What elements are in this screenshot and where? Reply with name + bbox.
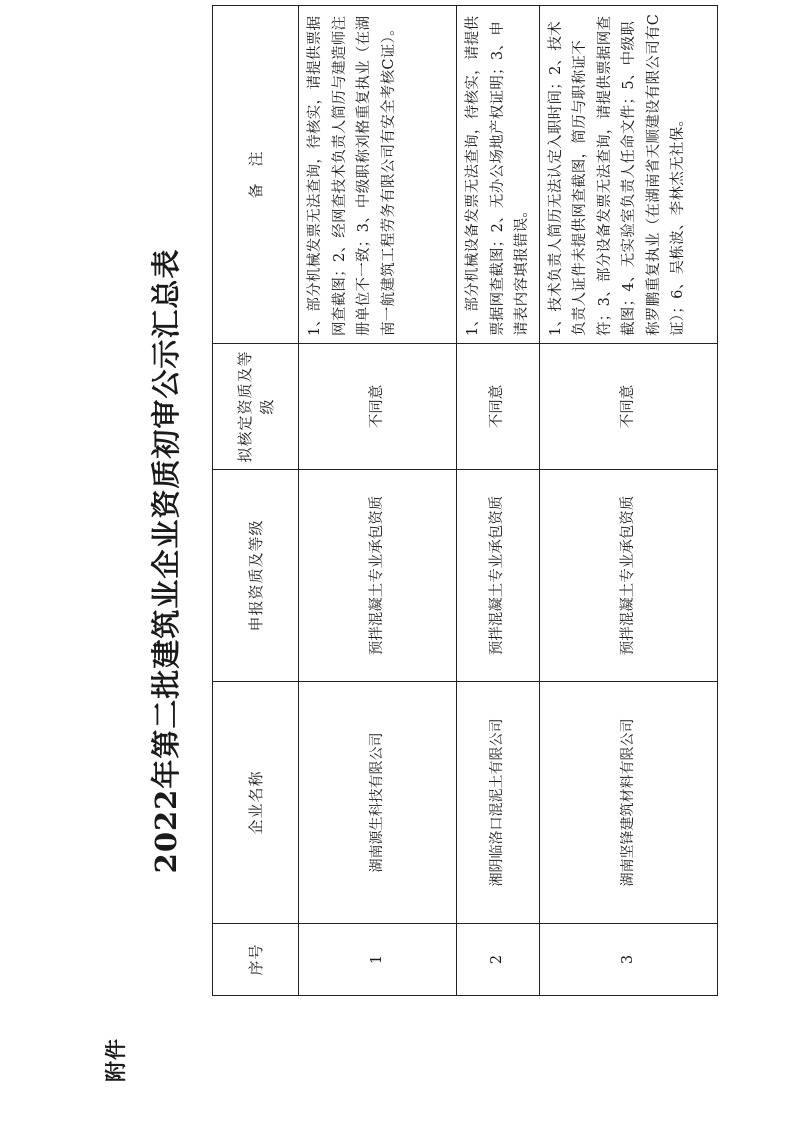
row-seq: 1 [299,924,457,996]
row-seq: 2 [457,924,540,996]
row-proposed: 不同意 [299,344,457,470]
row-applied: 预拌混凝土专业承包资质 [457,470,540,682]
row-seq: 3 [539,924,717,996]
attachment-label: 附件 [104,1038,128,1082]
row-company: 湘阴临洛口混泥土有限公司 [457,682,540,924]
row-remarks: 1、技术负责人简历无法认定入职时间；2、技术负责人证件未提供网查截图，简历与职称证不符；3、部分设备发票无法查询，请提供票据网查截图；4、无实验室负责人任命文件；5、中级职称罗鹏重复执业（在湖南省天顺建设有限公司有C证）；6、吴栋波、李林杰无社保。 [539,6,717,344]
header-proposed: 拟核定资质及等级 [213,344,299,470]
table-row [457,6,540,996]
row-company: 湖南源生科技有限公司 [299,682,457,924]
row-applied: 预拌混凝土专业承包资质 [539,470,717,682]
header-seq: 序号 [213,924,299,996]
summary-table [212,5,718,996]
header-applied: 申报资质及等级 [213,470,299,682]
table-row [299,6,457,996]
row-proposed: 不同意 [457,344,540,470]
row-remarks: 1、部分机械发票无法查询，待核实，请提供票据网查截图；2、经网查技术负责人简历与建造师注册单位不一致；3、中级职称刘格重复执业（在湖南一航建筑工程劳务有限公司有安全考核C证）。 [299,6,457,344]
header-remarks: 备 注 [213,6,299,344]
header-company: 企业名称 [213,682,299,924]
table-row [539,6,717,996]
row-remarks: 1、部分机械设备发票无法查询，待核实，请提供票据网查截图；2、无办公场地产权证明；3、申请表内容填报错误。 [457,6,540,344]
table-header-row [213,6,299,996]
row-company: 湖南坚锋建筑材料有限公司 [539,682,717,924]
row-applied: 预拌混凝土专业承包资质 [299,470,457,682]
row-proposed: 不同意 [539,344,717,470]
page-title: 2022年第二批建筑业企业资质初审公示汇总表 [149,248,183,874]
